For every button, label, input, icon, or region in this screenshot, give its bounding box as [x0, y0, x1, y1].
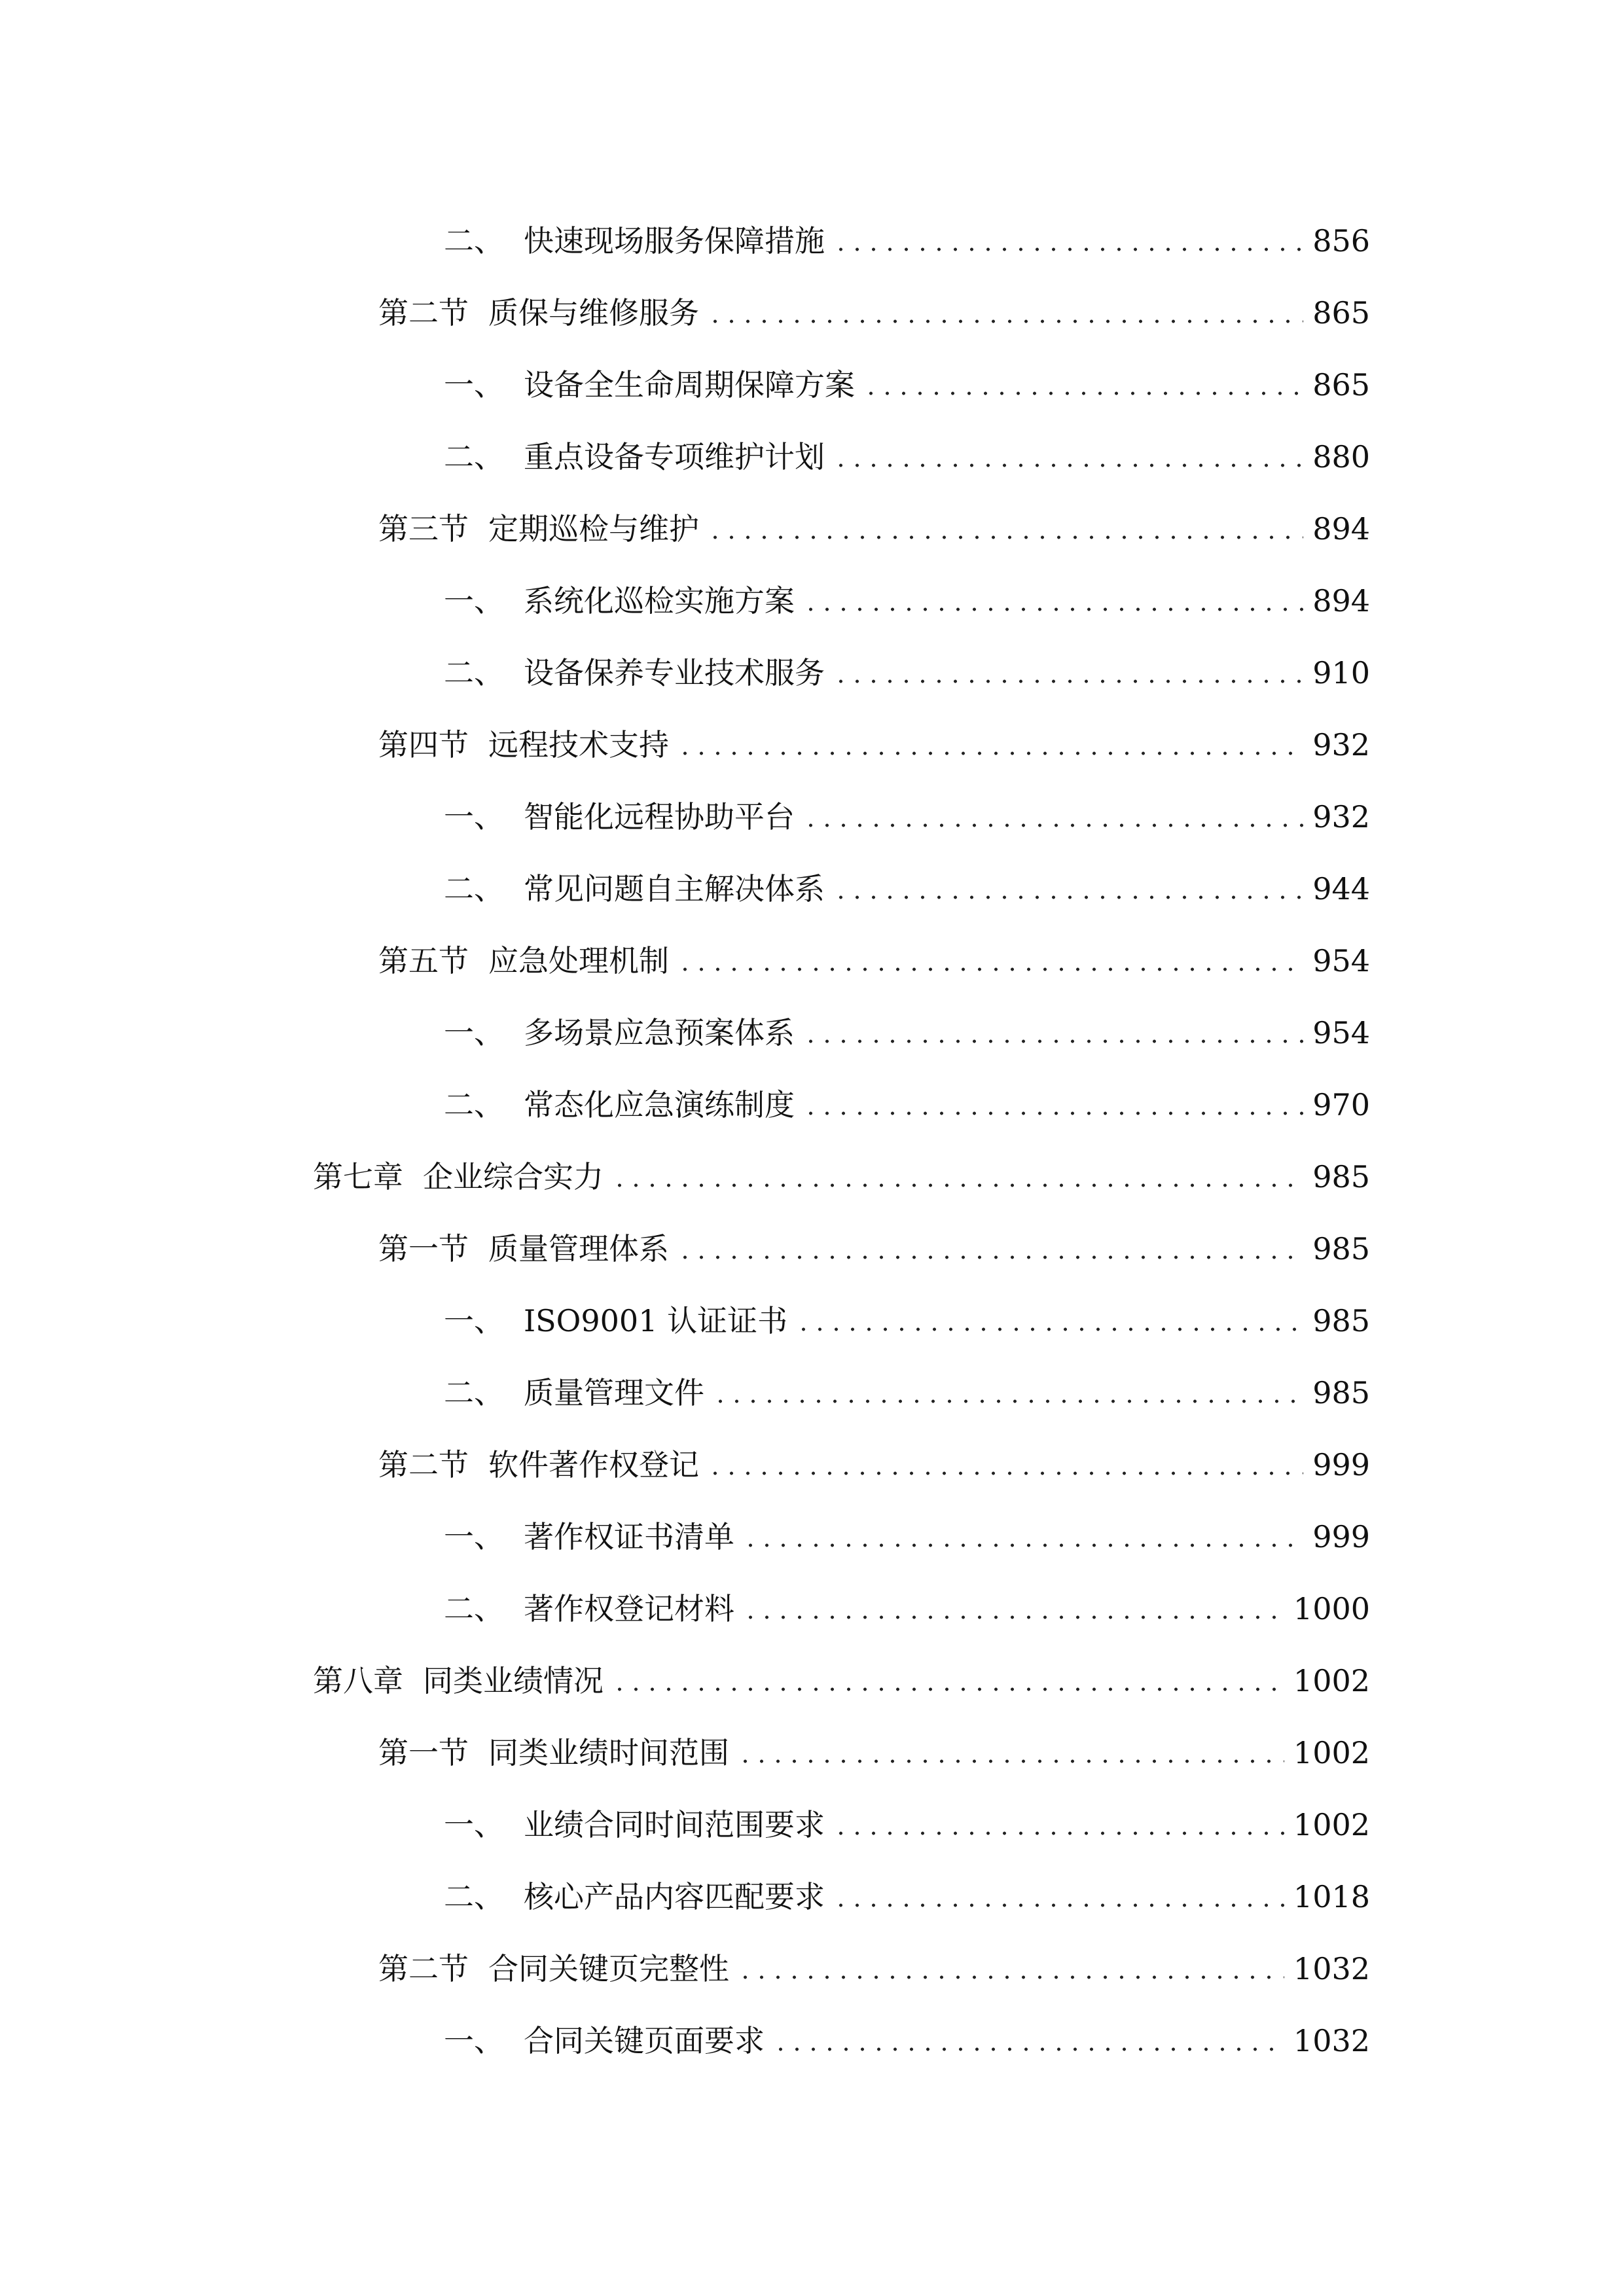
toc-entry[interactable] [378, 1715, 1370, 1768]
toc-entry[interactable] [444, 420, 1370, 475]
entry-title: 智能化远程协助平台 [524, 799, 795, 834]
entry-title: 合同关键页面要求 [524, 2023, 765, 2058]
dot-leader [803, 1039, 1303, 1044]
entry-number: 一、 [444, 1303, 504, 1338]
entry-number: 第二节 [378, 295, 469, 331]
entry-title: 质量管理文件 [524, 1375, 704, 1410]
entry-title: 著作权登记材料 [524, 1591, 734, 1626]
entry-number: 二、 [444, 655, 504, 691]
dot-leader [707, 319, 1303, 324]
entry-number: 第三节 [378, 511, 469, 547]
toc-entry[interactable] [444, 1067, 1370, 1120]
toc-entry[interactable] [444, 852, 1370, 904]
entry-number: 第七章 [313, 1159, 403, 1194]
entry-title: 定期巡检与维护 [488, 511, 699, 547]
dot-leader [707, 535, 1303, 540]
entry-page-number: 985 [1312, 1303, 1370, 1338]
dot-leader [803, 1111, 1303, 1116]
entry-title: ISO9001 认证证书 [524, 1303, 788, 1338]
entry-title: 设备保养专业技术服务 [524, 655, 825, 691]
dot-leader [795, 1327, 1303, 1332]
entry-page-number: 1002 [1293, 1807, 1370, 1842]
entry-number: 一、 [444, 1519, 504, 1554]
toc-entry[interactable] [444, 1787, 1370, 1840]
toc-entry[interactable] [444, 996, 1370, 1048]
toc-entry[interactable] [378, 924, 1370, 976]
dot-leader [833, 247, 1303, 252]
entry-title: 设备全生命周期保障方案 [524, 367, 855, 403]
entry-page-number: 985 [1312, 1231, 1370, 1266]
entry-number: 一、 [444, 2023, 504, 2058]
entry-page-number: 1032 [1293, 2023, 1370, 2058]
entry-title: 核心产品内容匹配要求 [524, 1879, 825, 1914]
entry-number: 第二节 [378, 1951, 469, 1986]
entry-title: 常见问题自主解决体系 [524, 871, 825, 906]
toc-entry[interactable] [444, 204, 1370, 259]
entry-page-number: 1018 [1293, 1879, 1370, 1914]
entry-page-number: 1032 [1293, 1951, 1370, 1986]
toc-entry[interactable] [444, 1859, 1370, 1912]
entry-number: 第一节 [378, 1735, 469, 1770]
entry-page-number: 954 [1312, 943, 1370, 978]
entry-title: 质保与维修服务 [488, 295, 699, 331]
entry-title: 多场景应急预案体系 [524, 1015, 795, 1050]
entry-title: 同类业绩情况 [423, 1663, 604, 1698]
entry-page-number: 894 [1312, 511, 1370, 547]
toc-entry[interactable] [444, 1283, 1370, 1336]
toc-entry[interactable] [378, 276, 1370, 331]
entry-number: 二、 [444, 1087, 504, 1122]
entry-title: 同类业绩时间范围 [488, 1735, 729, 1770]
entry-page-number: 970 [1312, 1087, 1370, 1122]
entry-title: 合同关键页完整性 [488, 1951, 729, 1986]
toc-entry[interactable] [444, 1499, 1370, 1552]
dot-leader [772, 2047, 1284, 2052]
entry-number: 第四节 [378, 727, 469, 762]
entry-page-number: 944 [1312, 871, 1370, 906]
toc-entry[interactable] [444, 348, 1370, 403]
entry-title: 重点设备专项维护计划 [524, 439, 825, 475]
entry-page-number: 932 [1312, 727, 1370, 762]
dot-leader [737, 1975, 1284, 1980]
dot-leader [712, 1399, 1303, 1404]
entry-title: 质量管理体系 [488, 1231, 669, 1266]
entry-page-number: 880 [1312, 439, 1370, 475]
entry-number: 二、 [444, 1375, 504, 1410]
entry-title: 企业综合实力 [423, 1159, 604, 1194]
dot-leader [833, 463, 1303, 468]
toc-entry[interactable] [444, 1355, 1370, 1408]
entry-page-number: 999 [1312, 1447, 1370, 1482]
entry-page-number: 865 [1312, 367, 1370, 403]
dot-leader [863, 391, 1303, 396]
toc-entry[interactable] [378, 1427, 1370, 1480]
entry-page-number: 1002 [1293, 1663, 1370, 1698]
dot-leader [833, 679, 1303, 684]
entry-page-number: 865 [1312, 295, 1370, 331]
toc-entry[interactable] [444, 780, 1370, 832]
entry-number: 二、 [444, 871, 504, 906]
entry-number: 二、 [444, 223, 504, 259]
entry-page-number: 985 [1312, 1159, 1370, 1194]
entry-number: 第二节 [378, 1447, 469, 1482]
entry-number: 二、 [444, 1591, 504, 1626]
toc-entry[interactable] [378, 1211, 1370, 1264]
entry-number: 一、 [444, 1807, 504, 1842]
dot-leader [742, 1615, 1284, 1620]
dot-leader [737, 1759, 1284, 1764]
entry-page-number: 1000 [1293, 1591, 1370, 1626]
dot-leader [742, 1543, 1303, 1548]
dot-leader [833, 895, 1303, 900]
toc-entry[interactable] [313, 1139, 1370, 1192]
entry-page-number: 954 [1312, 1015, 1370, 1050]
dot-leader [707, 1471, 1303, 1476]
toc-entry[interactable] [444, 564, 1370, 619]
entry-page-number: 999 [1312, 1519, 1370, 1554]
dot-leader [677, 1255, 1303, 1260]
dot-leader [677, 967, 1303, 972]
entry-number: 一、 [444, 583, 504, 619]
entry-title: 著作权证书清单 [524, 1519, 734, 1554]
dot-leader [611, 1687, 1284, 1692]
entry-number: 二、 [444, 439, 504, 475]
entry-title: 业绩合同时间范围要求 [524, 1807, 825, 1842]
entry-title: 快速现场服务保障措施 [524, 223, 825, 259]
toc-entry[interactable] [444, 636, 1370, 691]
dot-leader [803, 607, 1303, 612]
entry-page-number: 894 [1312, 583, 1370, 619]
entry-page-number: 856 [1312, 223, 1370, 259]
toc-entry[interactable] [378, 1931, 1370, 1984]
entry-title: 应急处理机制 [488, 943, 669, 978]
toc-entry[interactable] [444, 1571, 1370, 1624]
entry-title: 软件著作权登记 [488, 1447, 699, 1482]
toc-entry[interactable] [444, 2003, 1370, 2056]
toc-entry[interactable] [378, 708, 1370, 760]
entry-title: 系统化巡检实施方案 [524, 583, 795, 619]
entry-number: 一、 [444, 799, 504, 834]
toc-entry[interactable] [313, 1643, 1370, 1696]
dot-leader [833, 1903, 1284, 1908]
dot-leader [677, 751, 1303, 756]
entry-number: 第五节 [378, 943, 469, 978]
dot-leader [611, 1183, 1303, 1188]
entry-number: 第八章 [313, 1663, 403, 1698]
entry-title: 远程技术支持 [488, 727, 669, 762]
dot-leader [803, 823, 1303, 828]
entry-number: 第一节 [378, 1231, 469, 1266]
entry-number: 一、 [444, 367, 504, 403]
entry-number: 一、 [444, 1015, 504, 1050]
entry-page-number: 985 [1312, 1375, 1370, 1410]
toc-entry[interactable] [378, 492, 1370, 547]
entry-page-number: 932 [1312, 799, 1370, 834]
dot-leader [833, 1831, 1284, 1836]
entry-page-number: 1002 [1293, 1735, 1370, 1770]
entry-title: 常态化应急演练制度 [524, 1087, 795, 1122]
entry-number: 二、 [444, 1879, 504, 1914]
entry-page-number: 910 [1312, 655, 1370, 691]
